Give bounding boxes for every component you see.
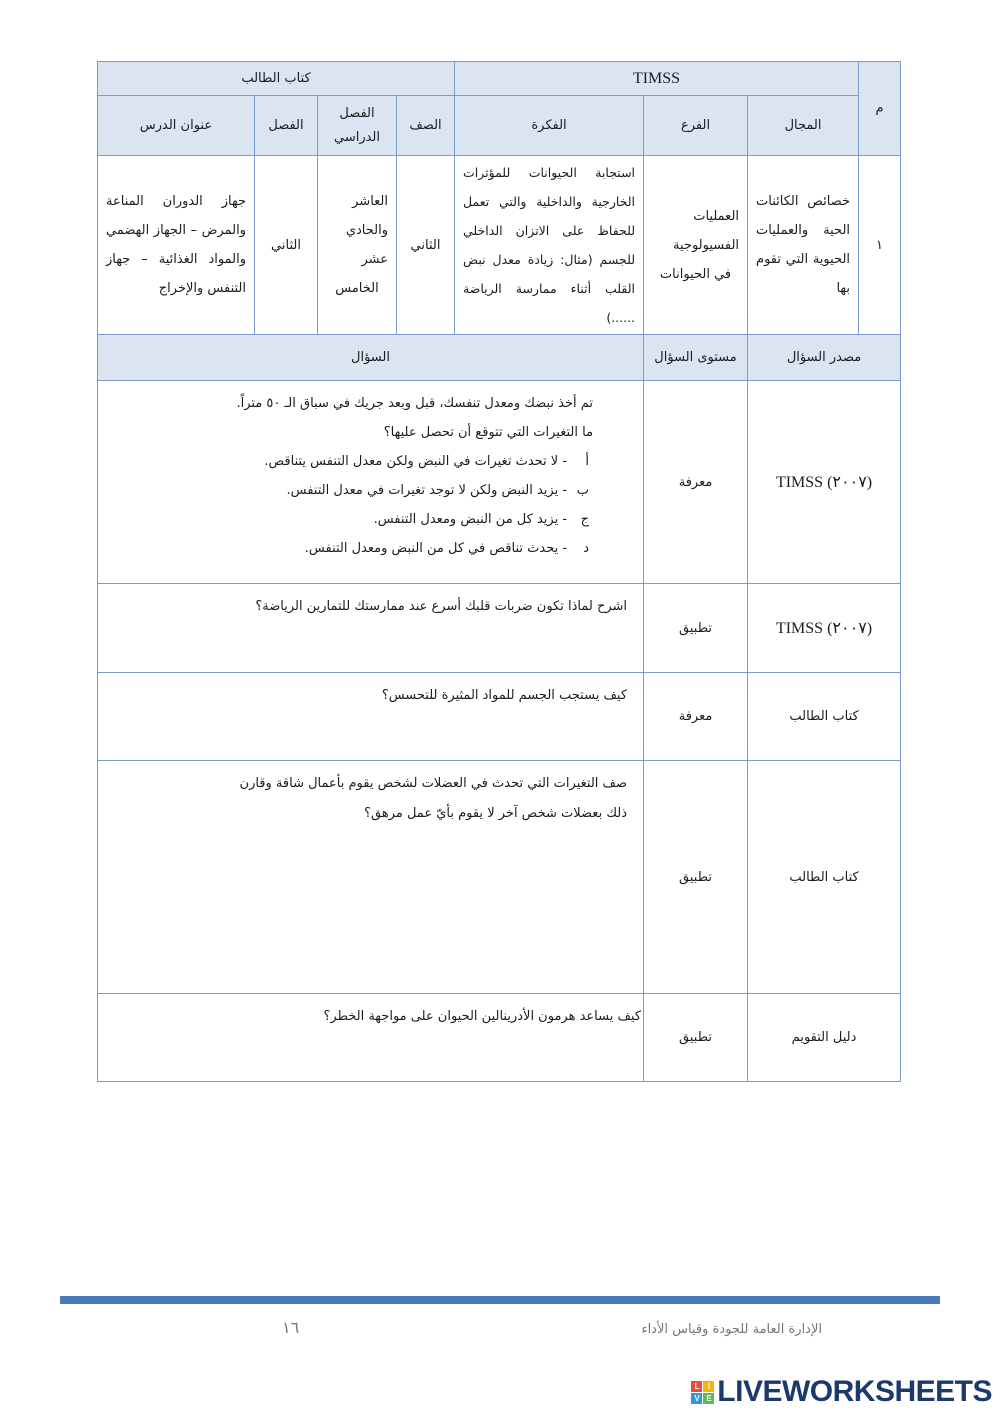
question-line: تم أخذ نبضك ومعدل تنفسك، قبل وبعد جريك في سباق الـ ٥٠ متراً.	[236, 396, 594, 411]
question-source: كتاب الطالب	[748, 761, 901, 994]
row-chapter: الثاني	[255, 156, 318, 335]
row-idea: استجابة الحيوانات للمؤثرات الخارجية والداخلية والتي تعمل للحفاظ على الاتزان الداخلي للجسم (مثال: زيادة معدل نبض القلب أثناء ممارسة الرياضة ......)	[455, 156, 644, 335]
option-text: - يزيد النبض ولكن لا توجد تغيرات في معدل التنفس.	[286, 483, 568, 498]
header-lesson-title: عنوان الدرس	[98, 96, 255, 156]
question-level: معرفة	[644, 673, 748, 761]
option-letter: د	[583, 541, 590, 556]
question-text[interactable]	[98, 994, 644, 1082]
header-grade: الصف	[397, 96, 455, 156]
row-semester: العاشر والحادي عشر الخامس	[318, 156, 397, 335]
header-branch: الفرع	[644, 96, 748, 156]
liveworksheets-watermark	[691, 1376, 992, 1408]
header-question: السؤال	[98, 335, 644, 381]
row-domain: خصائص الكائنات الحية والعمليات الحيوية التي تقوم بها	[748, 156, 859, 335]
question-level: معرفة	[644, 381, 748, 584]
question-line: كيف يساعد هرمون الأدرينالين الحيوان على مواجهة الخطر؟	[323, 1009, 642, 1024]
option-letter: أ	[585, 454, 590, 469]
header-question-level: مستوى السؤال	[644, 335, 748, 381]
option-text: - يحدث تناقص في كل من النبض ومعدل التنفس.	[304, 541, 568, 556]
row-branch: العمليات الفسيولوجية في الحيوانات	[644, 156, 748, 335]
question-source: دليل التقويم	[748, 994, 901, 1082]
header-timss: TIMSS	[455, 62, 859, 96]
question-level: تطبيق	[644, 584, 748, 673]
header-idea: الفكرة	[455, 96, 644, 156]
question-line: ما التغيرات التي تتوقع أن تحصل عليها؟	[383, 425, 594, 440]
question-text[interactable]	[98, 673, 644, 761]
page-number: ١٦	[282, 1318, 300, 1337]
option-b	[102, 476, 593, 505]
header-question-source: مصدر السؤال	[748, 335, 901, 381]
question-row	[98, 673, 901, 761]
row-lesson: جهاز الدوران المناعة والمرض – الجهاز الهضمي والمواد الغذائية – جهاز التنفس والإخراج	[98, 156, 255, 335]
logo-tile: E	[703, 1393, 714, 1404]
option-letter: ب	[576, 483, 590, 498]
row-number: ١	[859, 156, 901, 335]
option-letter: ج	[580, 512, 590, 527]
option-d	[102, 534, 593, 563]
question-level: تطبيق	[644, 761, 748, 994]
question-source: TIMSS (٢٠٠٧)	[748, 381, 901, 584]
question-row	[98, 994, 901, 1082]
footer-title: الإدارة العامة للجودة وقياس الأداء	[641, 1322, 822, 1337]
question-row	[98, 584, 901, 673]
question-source: TIMSS (٢٠٠٧)	[748, 584, 901, 673]
header-domain: المجال	[748, 96, 859, 156]
curriculum-table	[97, 61, 901, 1082]
logo-tile: L	[691, 1381, 702, 1392]
question-text	[98, 381, 644, 584]
option-c	[102, 505, 593, 534]
row-grade: الثاني	[397, 156, 455, 335]
liveworksheets-text: LIVEWORKSHEETS	[717, 1375, 992, 1408]
question-row	[98, 381, 901, 584]
option-text: - لا تحدث تغيرات في النبض ولكن معدل التنفس يتناقص.	[264, 454, 568, 469]
logo-tile: I	[703, 1381, 714, 1392]
question-line: كيف يستجب الجسم للمواد المثيرة للتحسس؟	[381, 688, 628, 703]
header-student-book: كتاب الطالب	[98, 62, 455, 96]
footer-bar	[60, 1296, 940, 1304]
header-chapter: الفصل	[255, 96, 318, 156]
option-text: - يزيد كل من النبض ومعدل التنفس.	[373, 512, 568, 527]
header-semester: الفصل الدراسي	[318, 96, 397, 156]
liveworksheets-logo-icon	[691, 1381, 714, 1404]
question-text[interactable]	[98, 584, 644, 673]
logo-tile: V	[691, 1393, 702, 1404]
question-source: كتاب الطالب	[748, 673, 901, 761]
question-line: ذلك بعضلات شخص آخر لا يقوم بأيّ عمل مرهق؟	[364, 806, 628, 821]
question-level: تطبيق	[644, 994, 748, 1082]
question-row	[98, 761, 901, 994]
question-line: اشرح لماذا تكون ضربات قلبك أسرع عند ممارستك للتمارين الرياضة؟	[255, 599, 628, 614]
question-line: صف التغيرات التي تحدث في العضلات لشخص يقوم بأعمال شاقة وقارن	[239, 776, 628, 791]
option-a	[102, 447, 593, 476]
header-number: م	[859, 62, 901, 156]
question-text[interactable]	[98, 761, 644, 994]
